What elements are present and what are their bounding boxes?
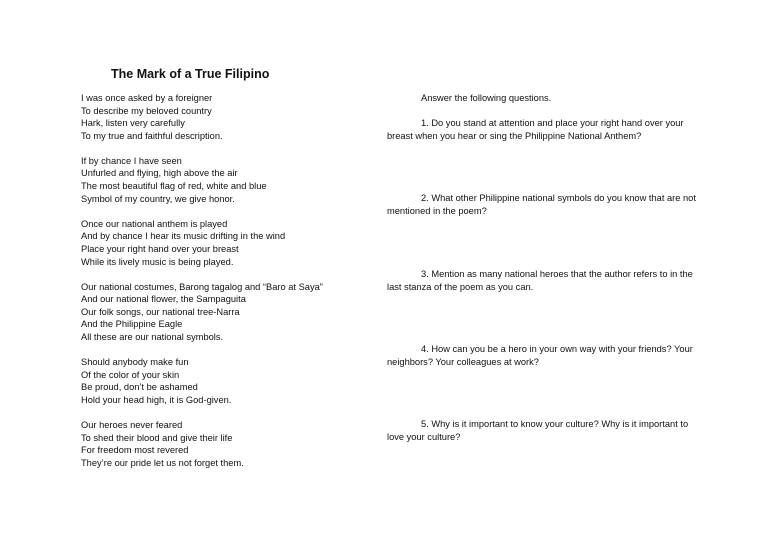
poem-line: Our folk songs, our national tree-Narra (81, 306, 240, 317)
poem-line: To shed their blood and give their life (81, 432, 233, 443)
question-2 (387, 192, 705, 217)
question-1-text: 1. Do you stand at attention and place your right hand over your breast when you hear or sing the Philippine National Anthem? (387, 118, 684, 141)
poem-line: Symbol of my country, we give honor. (81, 193, 235, 204)
poem-line: The most beautiful flag of red, white and blue (81, 181, 267, 192)
poem-line: Once our national anthem is played (81, 218, 228, 229)
poem-line: They’re our pride let us not forget them. (81, 457, 244, 468)
poem-line: Be proud, don’t be ashamed (81, 382, 198, 393)
poem-line: All these are our national symbols. (81, 332, 224, 342)
stanza-5 (81, 356, 361, 406)
question-5 (387, 418, 705, 443)
question-5-text: 5. Why is it important to know your culture? Why is it important to love your culture? (387, 419, 689, 442)
poem-line: And by chance I hear its music drifting in the wind (81, 231, 286, 242)
stanza-6 (81, 419, 361, 469)
poem-line: For freedom most revered (81, 445, 189, 456)
poem-line: To my true and faithful description. (81, 130, 223, 141)
poem-line: Unfurled and flying, high above the air (81, 168, 238, 179)
poem-line: Of the color of your skin (81, 369, 180, 380)
poem-line: To describe my beloved country (81, 105, 212, 116)
poem-line: Should anybody make fun (81, 357, 189, 368)
questions-column (387, 92, 717, 442)
poem-line: While its lively music is being played. (81, 256, 234, 267)
poem-line: And our national flower, the Sampaguita (81, 294, 246, 305)
stanza-4 (81, 281, 361, 344)
poem-line: Our national costumes, Barong tagalog and “Baro at Saya” (81, 281, 323, 292)
poem-line: I was once asked by a foreigner (81, 93, 213, 103)
poem-column (81, 66, 361, 469)
question-1 (387, 117, 705, 142)
stanza-1 (81, 92, 361, 142)
question-4-text: 4. How can you be a hero in your own way with your friends? Your neighbors? Your colleagues at work? (387, 344, 693, 367)
question-3 (387, 268, 705, 293)
poem-title: The Mark of a True Filipino (111, 67, 270, 81)
stanza-3 (81, 218, 361, 268)
question-2-text: 2. What other Philippine national symbols do you know that are not mentioned in the poem? (387, 193, 696, 216)
stanza-2 (81, 155, 361, 205)
poem-line: If by chance I have seen (81, 155, 182, 166)
poem-line: Hold your head high, it is God-given. (81, 394, 232, 405)
poem-line: Our heroes never feared (81, 419, 183, 430)
questions-instruction: Answer the following questions. (421, 93, 552, 103)
poem-line: Hark, listen very carefully (81, 118, 185, 129)
question-4 (387, 343, 705, 368)
poem-line: And the Philippine Eagle (81, 319, 183, 330)
poem-line: Place your right hand over your breast (81, 243, 239, 254)
question-3-text: 3. Mention as many national heroes that the author refers to in the last stanza of the poem as you can. (387, 269, 693, 292)
